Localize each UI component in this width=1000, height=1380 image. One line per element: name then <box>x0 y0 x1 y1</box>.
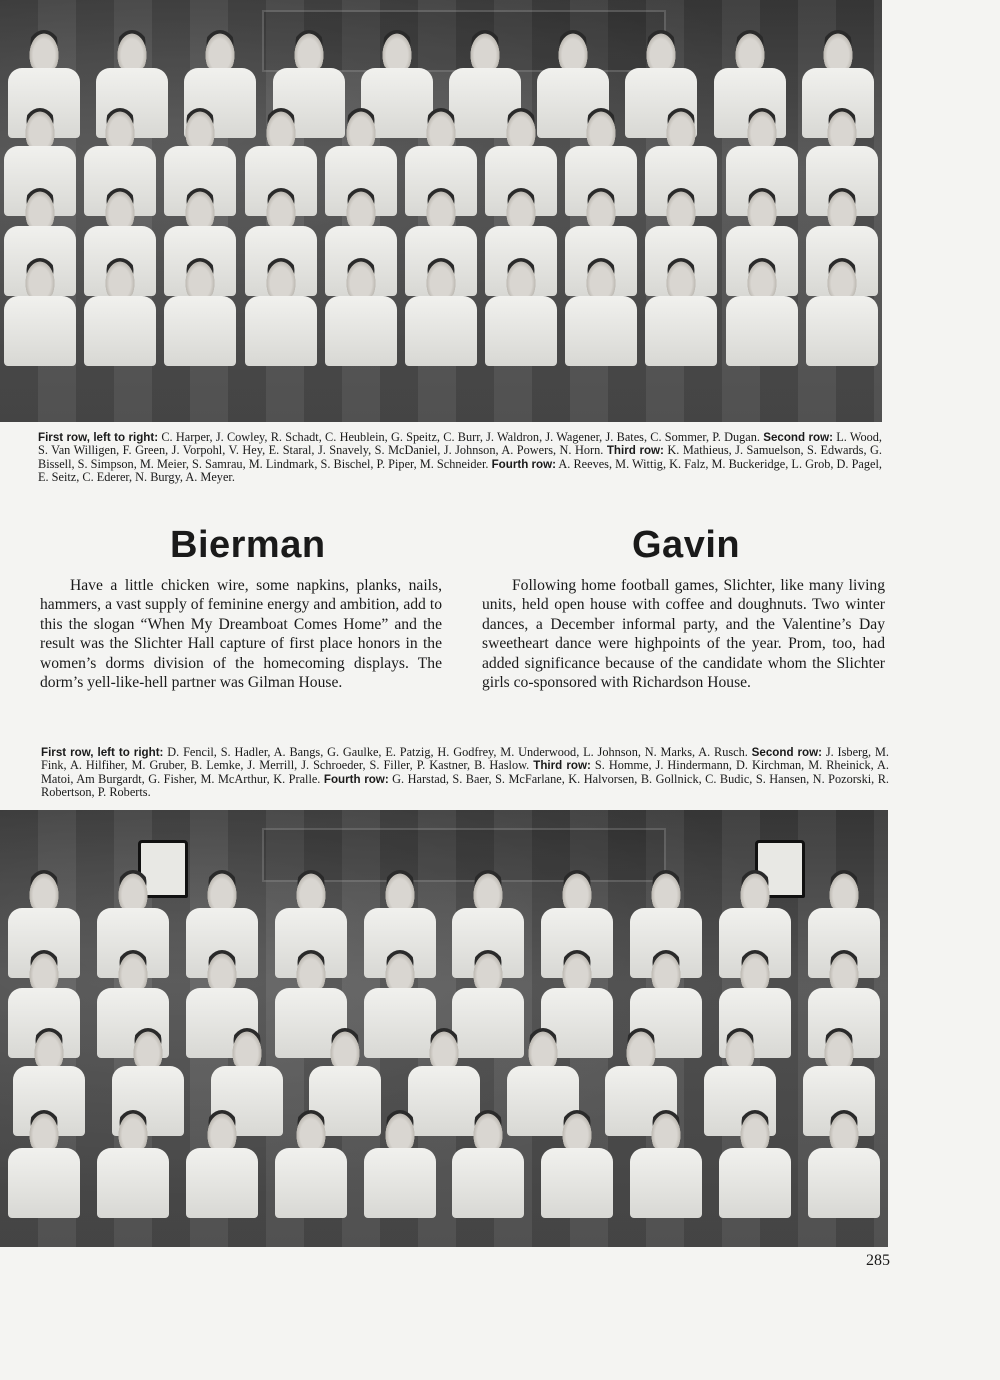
person-figure <box>806 258 878 366</box>
person-figure <box>405 258 477 366</box>
caption-row-label: Fourth row: <box>491 457 556 471</box>
caption-row-label: Fourth row: <box>323 772 389 786</box>
person-figure <box>8 1110 80 1218</box>
caption-row-label: Third row: <box>606 444 664 458</box>
person-figure <box>565 258 637 366</box>
person-figure <box>808 1110 880 1218</box>
person-figure <box>164 258 236 366</box>
person-figure <box>452 1110 524 1218</box>
person-figure <box>364 1110 436 1218</box>
caption-row-names: J. Isberg, M. Fink, A. Hilfiher, M. Gruber, B. Lemke, J. Merrill, J. Schroeder, S. Filler, P. Kastner, B. Haslow. <box>41 745 889 773</box>
page-number: 285 <box>866 1252 890 1269</box>
person-figure <box>485 258 557 366</box>
caption-row-label: Third row: <box>533 759 591 773</box>
person-figure <box>630 1110 702 1218</box>
section-heading-bierman: Bierman <box>170 524 326 566</box>
person-figure <box>541 1110 613 1218</box>
caption-row-names: D. Fencil, S. Hadler, A. Bangs, G. Gaulke, E. Patzig, H. Godfrey, M. Underwood, L. Johnson, N. Marks, A. Rusch. <box>163 745 752 759</box>
caption-row-names: A. Reeves, M. Wittig, K. Falz, M. Buckeridge, L. Grob, D. Pagel, E. Seitz, C. Ederer, N. Burgy, A. Meyer. <box>38 456 882 485</box>
person-figure <box>84 258 156 366</box>
person-figure <box>4 258 76 366</box>
group-photo-bottom <box>0 810 888 1247</box>
caption-row-names: C. Harper, J. Cowley, R. Schadt, C. Heublein, G. Speitz, C. Burr, J. Waldron, J. Wagener, J. Bates, C. Sommer, P. Dugan. <box>158 430 764 444</box>
caption-row-label: Second row: <box>751 746 823 759</box>
group-photo-top <box>0 0 882 422</box>
caption-bottom <box>41 746 889 800</box>
photo-people-top <box>0 0 882 422</box>
caption-top <box>38 431 882 485</box>
person-figure <box>325 258 397 366</box>
story-gavin: Following home football games, Slichter, like many living units, held open house with coffee and doughnuts. Two winter dances, a December informal party, and the Valentine’s Day sweetheart dance were highpoints of the year. Prom, too, had added significance because of the candidate whom the Slichter girls co-sponsored with Richardson House. <box>482 577 885 692</box>
story-bierman: Have a little chicken wire, some napkins, planks, nails, hammers, a vast supply of feminine energy and ambition, add to this the slogan “When My Dreamboat Comes Home” and the result was the Slichter Hall capture of first place honors in the women’s dorms division of the homecoming displays. The dorm’s yell-like-hell partner was Gilman House. <box>40 577 442 692</box>
photo-people-bottom <box>0 810 888 1247</box>
person-figure <box>726 258 798 366</box>
person-figure <box>275 1110 347 1218</box>
section-heading-gavin: Gavin <box>632 524 741 566</box>
photo-row <box>0 1110 888 1218</box>
caption-row-label: Second row: <box>763 431 833 444</box>
photo-row <box>0 258 882 366</box>
caption-row-label: First row, left to right: <box>38 431 159 444</box>
person-figure <box>719 1110 791 1218</box>
caption-row-names: G. Harstad, S. Baer, S. McFarlane, K. Halvorsen, B. Gollnick, C. Budic, S. Hansen, N. Pozorski, R. Robertson, P. Roberts. <box>41 771 889 800</box>
caption-row-names: S. Homme, J. Hindermann, D. Kirchman, M. Rheinick, A. Matoi, Am Burgardt, G. Fisher, M. McArthur, K. Pralle. <box>41 758 889 786</box>
person-figure <box>645 258 717 366</box>
caption-row-label: First row, left to right: <box>41 746 164 759</box>
caption-row-names: L. Wood, S. Van Willigen, F. Green, J. Vorpohl, V. Hey, E. Staral, J. Snavely, S. McDaniel, J. Johnson, A. Powers, N. Horn. <box>38 430 882 458</box>
person-figure <box>186 1110 258 1218</box>
caption-row-names: K. Mathieus, J. Samuelson, S. Edwards, G. Bissell, S. Simpson, M. Meier, S. Samrau, M. Lindmark, S. Bischel, P. Piper, M. Schneider. <box>38 443 882 471</box>
person-figure <box>97 1110 169 1218</box>
person-figure <box>245 258 317 366</box>
